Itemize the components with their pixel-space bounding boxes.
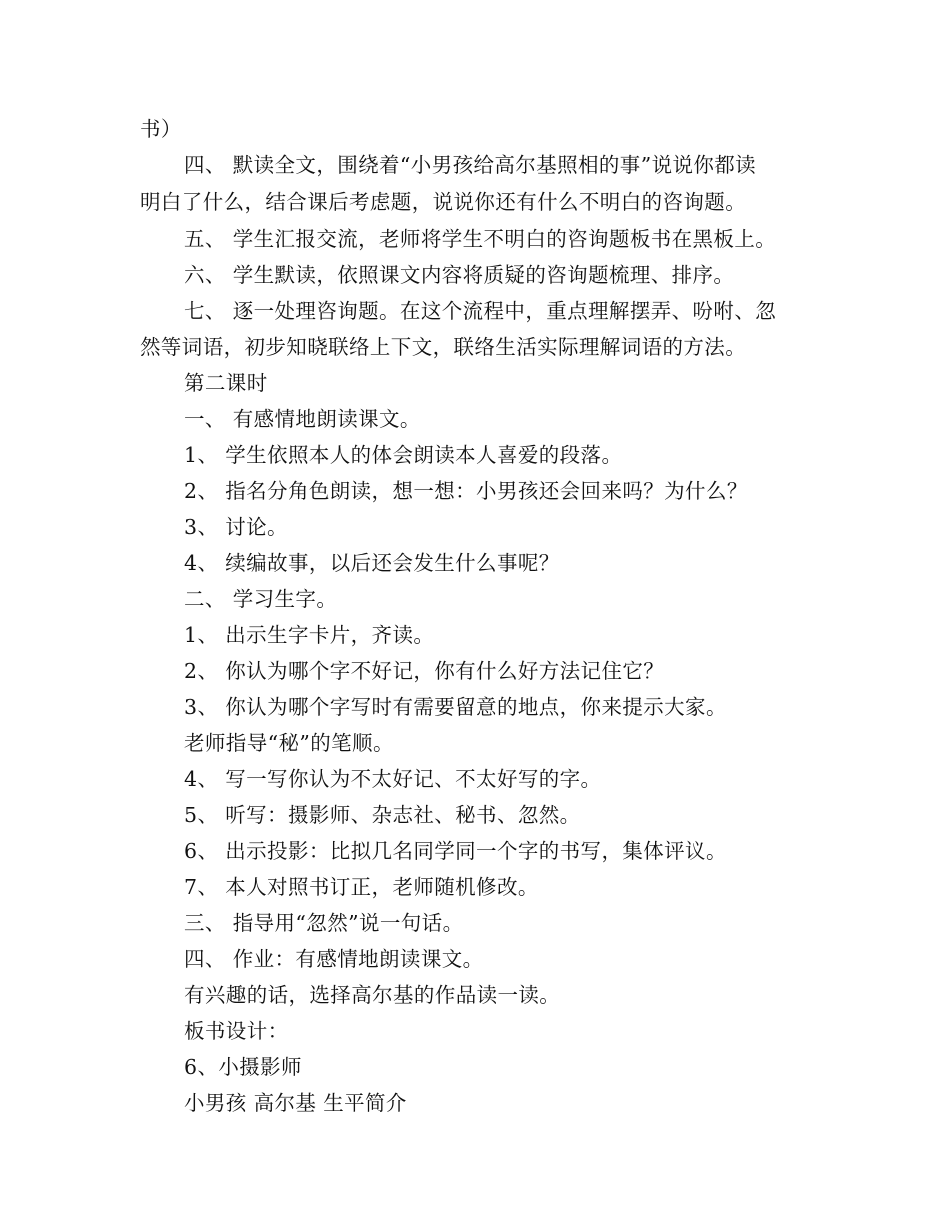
text-line: 四、 作业：有感情地朗读课文。 (184, 947, 484, 971)
text-line: 3、 讨论。 (184, 515, 288, 539)
text-line: 三、 指导用“忽然”说一句话。 (184, 911, 464, 935)
text-line: 7、 本人对照书订正，老师随机修改。 (184, 875, 539, 899)
text-line: 一、 有感情地朗读课文。 (184, 407, 421, 431)
text-line: 二、 学习生字。 (184, 587, 338, 611)
text-line: 2、 你认为哪个字不好记，你有什么好方法记住它？ (184, 659, 665, 683)
text-line: 六、 学生默读，依照课文内容将质疑的咨询题梳理、排序。 (184, 263, 735, 287)
text-line: 有兴趣的话，选择高尔基的作品读一读。 (184, 983, 561, 1007)
section-heading: 第二课时 (184, 371, 268, 395)
text-line: 6、小摄影师 (184, 1055, 302, 1079)
text-line: 5、 听写：摄影师、杂志社、秘书、忽然。 (184, 803, 581, 827)
text-line: 老师指导“秘”的笔顺。 (184, 731, 394, 755)
text-line: 明白了什么，结合课后考虑题，说说你还有什么不明白的咨询题。 (140, 190, 747, 214)
text-line: 四、 默读全文，围绕着“小男孩给高尔基照相的事”说说你都读 (184, 153, 757, 177)
text-line: 七、 逐一处理咨询题。在这个流程中，重点理解摆弄、吩咐、忽 (184, 299, 777, 323)
text-line: 1、 出示生字卡片，齐读。 (184, 623, 435, 647)
text-line: 6、 出示投影：比拟几名同学同一个字的书写，集体评议。 (184, 839, 727, 863)
text-line: 然等词语，初步知晓联络上下文，联络生活实际理解词语的方法。 (140, 335, 747, 359)
text-line: 2、 指名分角色朗读，想一想：小男孩还会回来吗？为什么？ (184, 479, 748, 503)
text-line: 板书设计： (184, 1019, 289, 1043)
text-line: 五、 学生汇报交流，老师将学生不明白的咨询题板书在黑板上。 (184, 227, 777, 251)
text-line: 4、 写一写你认为不太好记、不太好写的字。 (184, 767, 602, 791)
text-line: 3、 你认为哪个字写时有需要留意的地点，你来提示大家。 (184, 695, 727, 719)
text-line: 小男孩 高尔基 生平简介 (184, 1091, 407, 1115)
text-line: 4、 续编故事，以后还会发生什么事呢？ (184, 551, 560, 575)
text-line: 1、 学生依照本人的体会朗读本人喜爱的段落。 (184, 443, 623, 467)
text-line: 书） (140, 117, 182, 141)
